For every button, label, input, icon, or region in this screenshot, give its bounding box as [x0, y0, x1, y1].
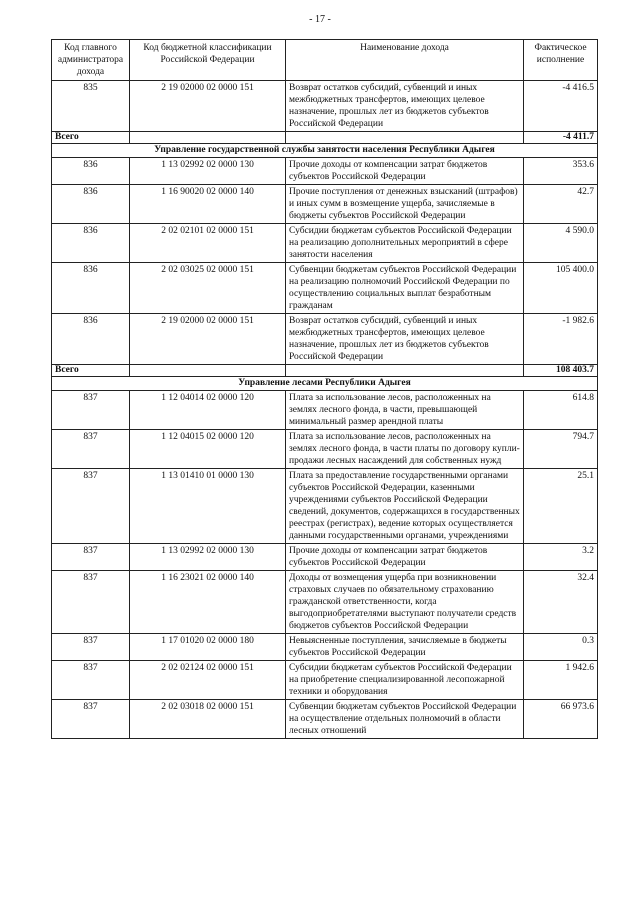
section-row	[52, 377, 598, 391]
header-code: Код бюджетной классификации Российской Федерации	[130, 40, 286, 81]
table-row	[52, 544, 598, 571]
cell-code: 1 16 90020 02 0000 140	[130, 185, 286, 224]
table-row	[52, 430, 598, 469]
cell-value: 66 973.6	[524, 700, 598, 739]
cell-code: 1 16 23021 02 0000 140	[130, 571, 286, 634]
cell-name: Субсидии бюджетам субъектов Российской Федерации на приобретение специализированной лесопожарной техники и оборудования	[286, 661, 524, 700]
cell-name: Субсидии бюджетам субъектов Российской Федерации на реализацию дополнительных мероприятий в сфере занятости населения	[286, 224, 524, 263]
cell-value: 794.7	[524, 430, 598, 469]
cell-value: 3.2	[524, 544, 598, 571]
cell-code: 1 13 02992 02 0000 130	[130, 544, 286, 571]
cell-admin: 837	[52, 700, 130, 739]
cell-name: Прочие доходы от компенсации затрат бюджетов субъектов Российской Федерации	[286, 158, 524, 185]
table-header-row	[52, 40, 598, 81]
table-row	[52, 571, 598, 634]
cell-name: Невыясненные поступления, зачисляемые в бюджеты субъектов Российской Федерации	[286, 634, 524, 661]
total-empty	[130, 132, 286, 144]
cell-admin: 836	[52, 158, 130, 185]
cell-name: Плата за использование лесов, расположенных на землях лесного фонда, в части платы по договору купли-продажи лесных насаждений для собственных нужд	[286, 430, 524, 469]
table-row	[52, 469, 598, 544]
section-row	[52, 144, 598, 158]
cell-name: Возврат остатков субсидий, субвенций и иных межбюджетных трансфертов, имеющих целевое назначение, прошлых лет из бюджетов субъектов Российской Федерации	[286, 81, 524, 132]
table-row	[52, 314, 598, 365]
cell-code: 2 19 02000 02 0000 151	[130, 314, 286, 365]
cell-code: 2 02 02101 02 0000 151	[130, 224, 286, 263]
cell-code: 2 02 03025 02 0000 151	[130, 263, 286, 314]
table-row	[52, 391, 598, 430]
cell-name: Доходы от возмещения ущерба при возникновении страховых случаев по обязательному страхованию гражданской ответственности, когда выгодоприобретателями выступают получатели средств бюджетов субъектов Российской Федерации	[286, 571, 524, 634]
cell-name: Субвенции бюджетам субъектов Российской Федерации на реализацию полномочий Российской Федерации по осуществлению социальных выплат безработным гражданам	[286, 263, 524, 314]
cell-admin: 837	[52, 544, 130, 571]
cell-admin: 837	[52, 391, 130, 430]
cell-admin: 837	[52, 469, 130, 544]
table-row	[52, 661, 598, 700]
total-value: 108 403.7	[524, 365, 598, 377]
total-label: Всего	[52, 132, 130, 144]
cell-name: Субвенции бюджетам субъектов Российской Федерации на осуществление отдельных полномочий в области лесных отношений	[286, 700, 524, 739]
cell-admin: 836	[52, 224, 130, 263]
cell-value: 0.3	[524, 634, 598, 661]
cell-name: Плата за использование лесов, расположенных на землях лесного фонда, в части, превышающей минимальный размер арендной платы	[286, 391, 524, 430]
cell-value: 105 400.0	[524, 263, 598, 314]
cell-name: Прочие поступления от денежных взысканий (штрафов) и иных сумм в возмещение ущерба, зачисляемые в бюджеты субъектов Российской Федерации	[286, 185, 524, 224]
cell-value: 42.7	[524, 185, 598, 224]
section-title: Управление государственной службы занятости населения Республики Адыгея	[52, 144, 598, 158]
section-title: Управление лесами Республики Адыгея	[52, 377, 598, 391]
cell-value: 25.1	[524, 469, 598, 544]
header-name: Наименование дохода	[286, 40, 524, 81]
table-row	[52, 81, 598, 132]
total-empty	[130, 365, 286, 377]
cell-admin: 836	[52, 314, 130, 365]
total-row	[52, 132, 598, 144]
cell-admin: 837	[52, 661, 130, 700]
cell-admin: 835	[52, 81, 130, 132]
cell-name: Прочие доходы от компенсации затрат бюджетов субъектов Российской Федерации	[286, 544, 524, 571]
total-empty	[286, 132, 524, 144]
cell-admin: 836	[52, 185, 130, 224]
table-row	[52, 634, 598, 661]
table-row	[52, 700, 598, 739]
cell-value: 4 590.0	[524, 224, 598, 263]
cell-admin: 837	[52, 571, 130, 634]
cell-code: 1 17 01020 02 0000 180	[130, 634, 286, 661]
cell-admin: 837	[52, 430, 130, 469]
table-row	[52, 263, 598, 314]
cell-value: 32.4	[524, 571, 598, 634]
cell-code: 2 02 03018 02 0000 151	[130, 700, 286, 739]
table-row	[52, 158, 598, 185]
cell-code: 1 12 04015 02 0000 120	[130, 430, 286, 469]
cell-name: Возврат остатков субсидий, субвенций и иных межбюджетных трансфертов, имеющих целевое назначение, прошлых лет из бюджетов субъектов Российской Федерации	[286, 314, 524, 365]
cell-value: 614.8	[524, 391, 598, 430]
cell-admin: 836	[52, 263, 130, 314]
cell-value: 1 942.6	[524, 661, 598, 700]
table-row	[52, 185, 598, 224]
cell-code: 1 13 01410 01 0000 130	[130, 469, 286, 544]
header-value: Фактическое исполнение	[524, 40, 598, 81]
cell-name: Плата за предоставление государственными органами субъектов Российской Федерации, казенными учреждениями субъектов Российской Федерации сведений, документов, содержащихся в государственных реестрах (регистрах), ведение которых осуществляется данными государственными органами, учреждениями	[286, 469, 524, 544]
cell-value: 353.6	[524, 158, 598, 185]
cell-value: -4 416.5	[524, 81, 598, 132]
cell-code: 1 13 02992 02 0000 130	[130, 158, 286, 185]
table-row	[52, 224, 598, 263]
header-admin: Код главного администратора дохода	[52, 40, 130, 81]
cell-value: -1 982.6	[524, 314, 598, 365]
revenue-table	[51, 39, 598, 739]
cell-code: 2 19 02000 02 0000 151	[130, 81, 286, 132]
total-value: -4 411.7	[524, 132, 598, 144]
total-empty	[286, 365, 524, 377]
cell-code: 2 02 02124 02 0000 151	[130, 661, 286, 700]
total-label: Всего	[52, 365, 130, 377]
page-number: - 17 -	[309, 14, 331, 25]
cell-code: 1 12 04014 02 0000 120	[130, 391, 286, 430]
total-row	[52, 365, 598, 377]
cell-admin: 837	[52, 634, 130, 661]
